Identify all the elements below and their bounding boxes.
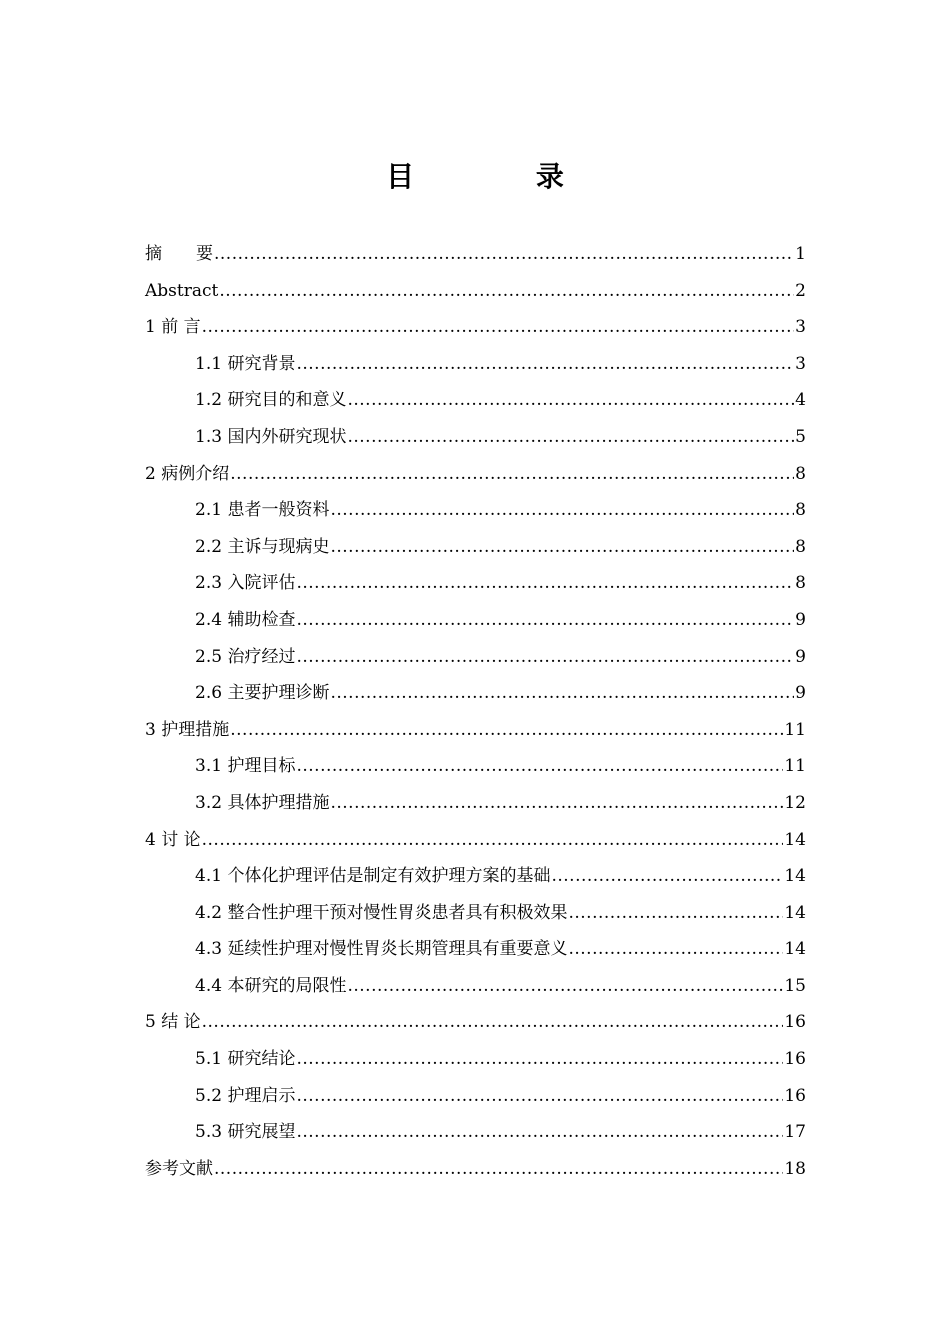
toc-entry-label: Abstract	[145, 280, 219, 301]
toc-entry-page-number: 14	[784, 902, 806, 923]
toc-entry-page-number: 8	[795, 463, 806, 484]
toc-entry[interactable]	[145, 529, 806, 566]
toc-entry-label: 3.2 具体护理措施	[195, 792, 330, 813]
toc-entry-label: 2.3 入院评估	[195, 573, 296, 594]
toc-entry[interactable]	[145, 895, 806, 932]
toc-entry-label: 2 病例介绍	[145, 463, 230, 484]
toc-entry-page-number: 4	[795, 390, 806, 411]
toc-dot-leader	[568, 895, 783, 932]
toc-entry-label: 摘 要	[145, 244, 213, 264]
toc-entry[interactable]	[145, 822, 806, 859]
toc-entry-page-number: 9	[795, 646, 806, 667]
toc-entry-page-number: 14	[784, 866, 806, 887]
toc-entry-page-number: 14	[784, 939, 806, 960]
toc-dot-leader	[551, 858, 783, 895]
toc-entry-page-number: 18	[784, 1158, 806, 1179]
toc-entry[interactable]	[145, 1004, 806, 1041]
toc-entry-page-number: 15	[784, 975, 806, 996]
toc-entry-page-number: 1	[795, 244, 806, 264]
toc-entry-label: 3.1 护理目标	[195, 756, 296, 777]
toc-entry-label: 2.1 患者一般资料	[195, 500, 330, 521]
toc-dot-leader	[230, 712, 783, 749]
toc-entry[interactable]	[145, 565, 806, 602]
toc-entry[interactable]	[145, 748, 806, 785]
toc-entry-page-number: 9	[795, 683, 806, 704]
toc-entry-label: 5.2 护理启示	[195, 1085, 296, 1106]
toc-entry-label: 4.2 整合性护理干预对慢性胃炎患者具有积极效果	[195, 902, 568, 923]
toc-entry-page-number: 8	[795, 536, 806, 557]
toc-entry[interactable]	[145, 1041, 806, 1078]
toc-dot-leader	[568, 931, 783, 968]
toc-entry[interactable]	[145, 273, 806, 310]
toc-entry-page-number: 8	[795, 573, 806, 594]
toc-entry-label: 2.5 治疗经过	[195, 646, 296, 667]
toc-entry-label: 1.3 国内外研究现状	[195, 426, 347, 447]
toc-entry[interactable]	[145, 1114, 806, 1151]
toc-dot-leader	[347, 419, 794, 456]
toc-dot-leader	[296, 565, 794, 602]
toc-entry-page-number: 16	[784, 1049, 806, 1070]
toc-entry-page-number: 16	[784, 1085, 806, 1106]
toc-entry[interactable]	[145, 1078, 806, 1115]
toc-entry-page-number: 3	[795, 317, 806, 338]
toc-entry-page-number: 5	[795, 426, 806, 447]
toc-entry-label: 2.6 主要护理诊断	[195, 683, 330, 704]
toc-entry-label: 5.1 研究结论	[195, 1049, 296, 1070]
toc-entry[interactable]	[145, 382, 806, 419]
toc-dot-leader	[296, 1078, 783, 1115]
toc-entry[interactable]	[145, 236, 806, 273]
toc-dot-leader	[296, 639, 794, 676]
toc-dot-leader	[296, 346, 794, 383]
toc-entry[interactable]	[145, 602, 806, 639]
toc-dot-leader	[202, 822, 784, 859]
toc-entry-label: 参考文献	[145, 1158, 213, 1179]
toc-dot-leader	[230, 456, 794, 493]
toc-dot-leader	[330, 785, 783, 822]
toc-entry[interactable]	[145, 1151, 806, 1188]
toc-entry[interactable]	[145, 639, 806, 676]
toc-dot-leader	[330, 529, 794, 566]
toc-entry[interactable]	[145, 456, 806, 493]
toc-entry-label: 5 结 论	[145, 1012, 201, 1033]
toc-dot-leader	[296, 748, 783, 785]
toc-entry[interactable]	[145, 309, 806, 346]
toc-dot-leader	[296, 1041, 783, 1078]
toc-entry-page-number: 9	[795, 609, 806, 630]
toc-entry-label: 1.2 研究目的和意义	[195, 390, 347, 411]
toc-entry-label: 1 前 言	[145, 317, 201, 338]
toc-dot-leader	[296, 602, 794, 639]
toc-dot-leader	[202, 309, 795, 346]
toc-entry-label: 4.1 个体化护理评估是制定有效护理方案的基础	[195, 866, 551, 887]
toc-entry-label: 4.4 本研究的局限性	[195, 975, 347, 996]
toc-dot-leader	[347, 382, 794, 419]
toc-entry[interactable]	[145, 858, 806, 895]
toc-title: 目 录	[386, 160, 620, 193]
toc-list	[145, 236, 806, 1187]
toc-entry[interactable]	[145, 968, 806, 1005]
toc-entry-label: 4.3 延续性护理对慢性胃炎长期管理具有重要意义	[195, 939, 568, 960]
toc-entry-label: 3 护理措施	[145, 719, 230, 740]
toc-dot-leader	[330, 492, 794, 529]
toc-entry-label: 2.4 辅助检查	[195, 609, 296, 630]
toc-entry[interactable]	[145, 346, 806, 383]
toc-entry-label: 1.1 研究背景	[195, 353, 296, 374]
toc-dot-leader	[214, 236, 794, 273]
toc-entry[interactable]	[145, 931, 806, 968]
toc-entry-page-number: 3	[795, 353, 806, 374]
toc-entry-page-number: 11	[784, 756, 806, 777]
toc-entry[interactable]	[145, 712, 806, 749]
toc-entry[interactable]	[145, 785, 806, 822]
toc-entry-page-number: 16	[784, 1012, 806, 1033]
toc-dot-leader	[219, 273, 794, 310]
toc-entry-label: 4 讨 论	[145, 829, 201, 850]
toc-entry[interactable]	[145, 675, 806, 712]
toc-dot-leader	[202, 1004, 784, 1041]
toc-dot-leader	[347, 968, 783, 1005]
toc-entry-page-number: 8	[795, 500, 806, 521]
toc-dot-leader	[296, 1114, 783, 1151]
toc-entry-page-number: 12	[784, 792, 806, 813]
toc-entry-page-number: 2	[795, 280, 806, 301]
toc-entry-page-number: 14	[784, 829, 806, 850]
toc-entry-page-number: 11	[784, 719, 806, 740]
toc-dot-leader	[330, 675, 794, 712]
toc-entry-label: 2.2 主诉与现病史	[195, 536, 330, 557]
toc-entry[interactable]	[145, 419, 806, 456]
toc-entry-page-number: 17	[784, 1122, 806, 1143]
toc-entry[interactable]	[145, 492, 806, 529]
toc-dot-leader	[214, 1151, 783, 1188]
toc-entry-label: 5.3 研究展望	[195, 1122, 296, 1143]
